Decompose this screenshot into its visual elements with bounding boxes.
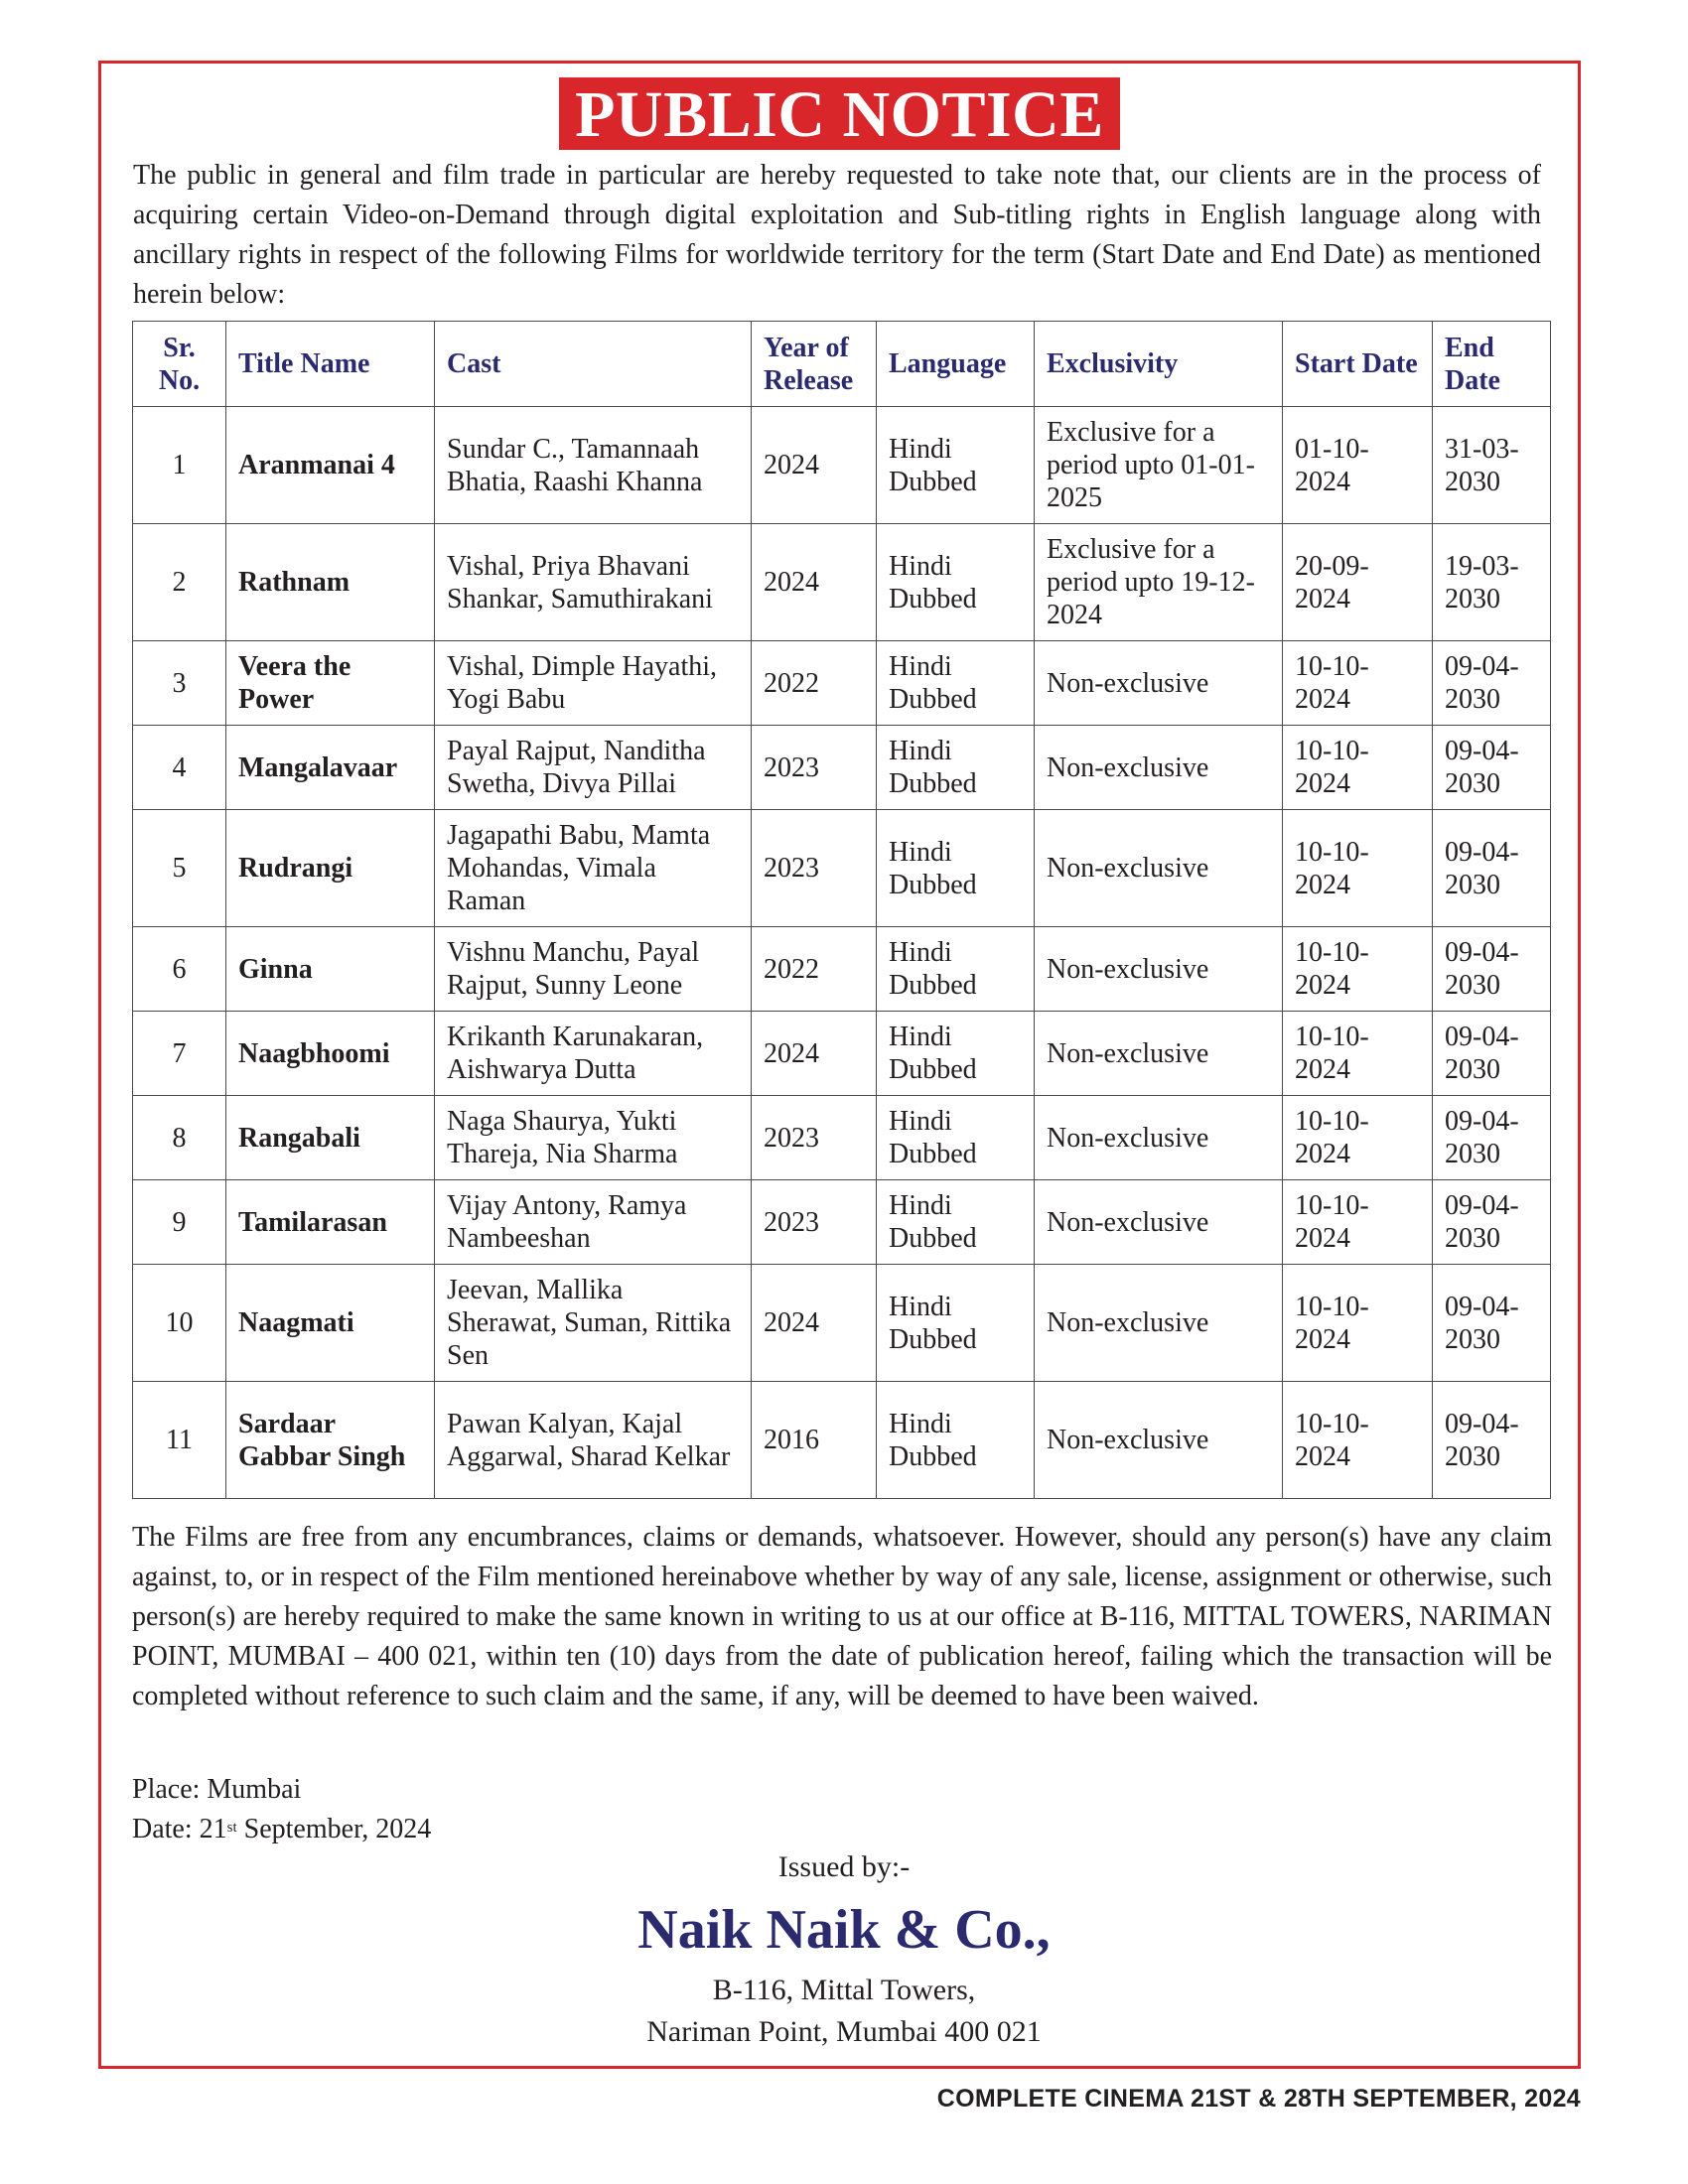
issued-by: Issued by:- <box>777 1850 911 1883</box>
cell-sr: 7 <box>133 1012 226 1096</box>
cell-exclusivity: Non-exclusive <box>1035 1096 1283 1180</box>
header-end-date: End Date <box>1433 322 1551 407</box>
cell-start-date: 10-10-2024 <box>1283 1012 1433 1096</box>
cell-language: Hindi Dubbed <box>877 407 1035 524</box>
cell-exclusivity: Non-exclusive <box>1035 1180 1283 1265</box>
cell-year: 2024 <box>752 407 877 524</box>
cell-start-date: 10-10-2024 <box>1283 726 1433 810</box>
cell-sr: 8 <box>133 1096 226 1180</box>
cell-sr: 6 <box>133 927 226 1012</box>
table-row <box>133 524 1551 641</box>
cell-sr: 3 <box>133 641 226 726</box>
cell-title: Aranmanai 4 <box>226 407 435 524</box>
cell-title: Veera the Power <box>226 641 435 726</box>
cell-end-date: 09-04-2030 <box>1433 1096 1551 1180</box>
cell-year: 2024 <box>752 1265 877 1382</box>
table-row <box>133 1012 1551 1096</box>
cell-cast: Jeevan, Mallika Sherawat, Suman, Rittika Sen <box>435 1265 752 1382</box>
cell-exclusivity: Non-exclusive <box>1035 1012 1283 1096</box>
cell-language: Hindi Dubbed <box>877 1012 1035 1096</box>
cell-year: 2024 <box>752 524 877 641</box>
cell-end-date: 09-04-2030 <box>1433 810 1551 927</box>
cell-end-date: 09-04-2030 <box>1433 1180 1551 1265</box>
date-prefix: Date: 21 <box>132 1814 227 1844</box>
cell-cast: Sundar C., Tamannaah Bhatia, Raashi Khanna <box>435 407 752 524</box>
cell-sr: 11 <box>133 1382 226 1499</box>
table-body <box>133 407 1551 1499</box>
cell-language: Hindi Dubbed <box>877 810 1035 927</box>
header-language: Language <box>877 322 1035 407</box>
cell-start-date: 10-10-2024 <box>1283 641 1433 726</box>
films-table <box>132 321 1551 1499</box>
header-year: Year of Release <box>752 322 877 407</box>
header-cast: Cast <box>435 322 752 407</box>
cell-cast: Vijay Antony, Ramya Nambeeshan <box>435 1180 752 1265</box>
cell-title: Rathnam <box>226 524 435 641</box>
date-ordinal: st <box>226 1820 237 1836</box>
cell-exclusivity: Non-exclusive <box>1035 726 1283 810</box>
intro-paragraph: The public in general and film trade in particular are hereby requested to take note that, our clients are in the process of acquiring certain Video-on-Demand through digital exploitation and Sub-titling rights in English language along with ancillary rights in respect of the following Films for worldwide territory for the term (Start Date and End Date) as mentioned herein below: <box>133 160 1541 310</box>
cell-language: Hindi Dubbed <box>877 927 1035 1012</box>
firm-address-line1: B-116, Mittal Towers, <box>712 1974 976 2006</box>
cell-end-date: 09-04-2030 <box>1433 1265 1551 1382</box>
cell-cast: Vishnu Manchu, Payal Rajput, Sunny Leone <box>435 927 752 1012</box>
cell-sr: 1 <box>133 407 226 524</box>
cell-language: Hindi Dubbed <box>877 524 1035 641</box>
cell-title: Tamilarasan <box>226 1180 435 1265</box>
cell-language: Hindi Dubbed <box>877 1265 1035 1382</box>
cell-year: 2023 <box>752 1180 877 1265</box>
table-header-row <box>133 322 1551 407</box>
firm-address-line2: Nariman Point, Mumbai 400 021 <box>646 2015 1042 2048</box>
cell-year: 2016 <box>752 1382 877 1499</box>
cell-sr: 5 <box>133 810 226 927</box>
cell-title: Mangalavaar <box>226 726 435 810</box>
cell-year: 2022 <box>752 927 877 1012</box>
table-row <box>133 641 1551 726</box>
table-row <box>133 1096 1551 1180</box>
cell-cast: Naga Shaurya, Yukti Thareja, Nia Sharma <box>435 1096 752 1180</box>
cell-exclusivity: Exclusive for a period upto 01-01-2025 <box>1035 407 1283 524</box>
cell-language: Hindi Dubbed <box>877 726 1035 810</box>
cell-start-date: 10-10-2024 <box>1283 927 1433 1012</box>
cell-sr: 10 <box>133 1265 226 1382</box>
cell-start-date: 10-10-2024 <box>1283 1180 1433 1265</box>
cell-end-date: 19-03-2030 <box>1433 524 1551 641</box>
cell-start-date: 10-10-2024 <box>1283 810 1433 927</box>
cell-end-date: 09-04-2030 <box>1433 1012 1551 1096</box>
cell-exclusivity: Non-exclusive <box>1035 1382 1283 1499</box>
cell-end-date: 09-04-2030 <box>1433 726 1551 810</box>
cell-exclusivity: Non-exclusive <box>1035 810 1283 927</box>
table-row <box>133 407 1551 524</box>
cell-year: 2023 <box>752 810 877 927</box>
cell-cast: Jagapathi Babu, Mamta Mohandas, Vimala Raman <box>435 810 752 927</box>
cell-cast: Pawan Kalyan, Kajal Aggarwal, Sharad Kelkar <box>435 1382 752 1499</box>
cell-sr: 4 <box>133 726 226 810</box>
cell-exclusivity: Non-exclusive <box>1035 1265 1283 1382</box>
cell-start-date: 10-10-2024 <box>1283 1382 1433 1499</box>
table-row <box>133 927 1551 1012</box>
cell-language: Hindi Dubbed <box>877 641 1035 726</box>
cell-cast: Payal Rajput, Nanditha Swetha, Divya Pillai <box>435 726 752 810</box>
header-start-date: Start Date <box>1283 322 1433 407</box>
cell-end-date: 31-03-2030 <box>1433 407 1551 524</box>
table-row <box>133 1180 1551 1265</box>
cell-start-date: 20-09-2024 <box>1283 524 1433 641</box>
date-suffix: September, 2024 <box>236 1814 432 1844</box>
cell-sr: 9 <box>133 1180 226 1265</box>
cell-title: Rangabali <box>226 1096 435 1180</box>
cell-end-date: 09-04-2030 <box>1433 927 1551 1012</box>
cell-year: 2022 <box>752 641 877 726</box>
cell-title: Sardaar Gabbar Singh <box>226 1382 435 1499</box>
firm-name: Naik Naik & Co., <box>637 1899 1051 1961</box>
cell-language: Hindi Dubbed <box>877 1096 1035 1180</box>
notice-title: PUBLIC NOTICE <box>559 77 1120 150</box>
cell-year: 2023 <box>752 1096 877 1180</box>
cell-start-date: 10-10-2024 <box>1283 1265 1433 1382</box>
cell-end-date: 09-04-2030 <box>1433 641 1551 726</box>
cell-title: Ginna <box>226 927 435 1012</box>
cell-cast: Vishal, Dimple Hayathi, Yogi Babu <box>435 641 752 726</box>
closing-paragraph: The Films are free from any encumbrances, claims or demands, whatsoever. However, should any person(s) have any claim against, to, or in respect of the Film mentioned hereinabove whether by way of any sale, license, assignment or otherwise, such person(s) are hereby required to make the same known in writing to us at our office at B-116, MITTAL TOWERS, NARIMAN POINT, MUMBAI – 400 021, within ten (10) days from the date of publication hereof, failing which the transaction will be completed without reference to such claim and the same, if any, will be deemed to have been waived. <box>132 1522 1552 1711</box>
header-exclusivity: Exclusivity <box>1035 322 1283 407</box>
cell-year: 2023 <box>752 726 877 810</box>
cell-language: Hindi Dubbed <box>877 1382 1035 1499</box>
cell-cast: Vishal, Priya Bhavani Shankar, Samuthirakani <box>435 524 752 641</box>
cell-start-date: 10-10-2024 <box>1283 1096 1433 1180</box>
place-line: Place: Mumbai <box>132 1774 302 1805</box>
publication-footer: COMPLETE CINEMA 21ST & 28TH SEPTEMBER, 2024 <box>936 2085 1581 2113</box>
table-row <box>133 810 1551 927</box>
table-row <box>133 1382 1551 1499</box>
cell-year: 2024 <box>752 1012 877 1096</box>
cell-exclusivity: Non-exclusive <box>1035 641 1283 726</box>
header-sr: Sr. No. <box>133 322 226 407</box>
cell-cast: Krikanth Karunakaran, Aishwarya Dutta <box>435 1012 752 1096</box>
cell-sr: 2 <box>133 524 226 641</box>
cell-end-date: 09-04-2030 <box>1433 1382 1551 1499</box>
cell-language: Hindi Dubbed <box>877 1180 1035 1265</box>
cell-exclusivity: Exclusive for a period upto 19-12-2024 <box>1035 524 1283 641</box>
cell-title: Naagmati <box>226 1265 435 1382</box>
header-title: Title Name <box>226 322 435 407</box>
title-wrap <box>101 77 1578 150</box>
cell-exclusivity: Non-exclusive <box>1035 927 1283 1012</box>
cell-start-date: 01-10-2024 <box>1283 407 1433 524</box>
cell-title: Naagbhoomi <box>226 1012 435 1096</box>
cell-title: Rudrangi <box>226 810 435 927</box>
table-row <box>133 726 1551 810</box>
date-line <box>132 1810 431 1849</box>
table-row <box>133 1265 1551 1382</box>
